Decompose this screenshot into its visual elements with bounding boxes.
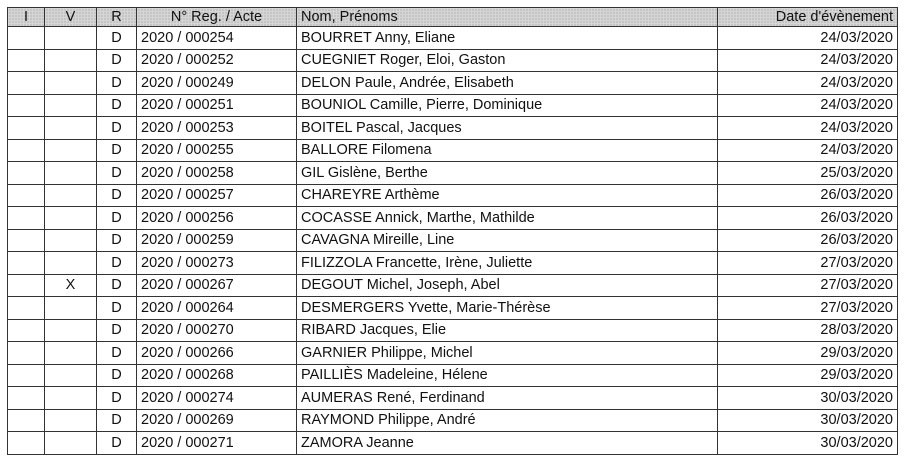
cell-nom-prenoms: BOURRET Anny, Eliane (297, 27, 718, 50)
cell-registre-acte: 2020 / 000266 (137, 342, 297, 365)
register-table (7, 7, 898, 455)
cell-nom-prenoms: GARNIER Philippe, Michel (297, 342, 718, 365)
cell-date-evenement: 30/03/2020 (718, 387, 898, 410)
cell-date-evenement: 26/03/2020 (718, 184, 898, 207)
cell-v (45, 319, 97, 342)
cell-i (8, 229, 45, 252)
cell-i (8, 207, 45, 230)
cell-date-evenement: 24/03/2020 (718, 117, 898, 140)
cell-nom-prenoms: BALLORE Filomena (297, 139, 718, 162)
cell-registre-acte: 2020 / 000271 (137, 432, 297, 455)
cell-i (8, 72, 45, 95)
cell-i (8, 297, 45, 320)
cell-date-evenement: 26/03/2020 (718, 229, 898, 252)
cell-i (8, 27, 45, 50)
cell-r: D (97, 409, 137, 432)
cell-date-evenement: 29/03/2020 (718, 364, 898, 387)
cell-r: D (97, 49, 137, 72)
cell-i (8, 49, 45, 72)
table-row (8, 387, 898, 410)
cell-registre-acte: 2020 / 000274 (137, 387, 297, 410)
cell-registre-acte: 2020 / 000251 (137, 94, 297, 117)
cell-nom-prenoms: CHAREYRE Arthème (297, 184, 718, 207)
table-row (8, 252, 898, 275)
cell-registre-acte: 2020 / 000268 (137, 364, 297, 387)
cell-r: D (97, 252, 137, 275)
cell-r: D (97, 184, 137, 207)
cell-i (8, 364, 45, 387)
cell-date-evenement: 30/03/2020 (718, 409, 898, 432)
table-row (8, 72, 898, 95)
table-row (8, 139, 898, 162)
cell-registre-acte: 2020 / 000249 (137, 72, 297, 95)
table-row (8, 409, 898, 432)
col-header-v: V (45, 8, 97, 27)
cell-date-evenement: 27/03/2020 (718, 297, 898, 320)
table-row (8, 342, 898, 365)
col-header-nom-prenoms: Nom, Prénoms (297, 8, 718, 27)
cell-r: D (97, 387, 137, 410)
table-row (8, 207, 898, 230)
cell-v (45, 364, 97, 387)
cell-nom-prenoms: PAILLIÈS Madeleine, Hélene (297, 364, 718, 387)
cell-v (45, 139, 97, 162)
cell-nom-prenoms: DELON Paule, Andrée, Elisabeth (297, 72, 718, 95)
cell-registre-acte: 2020 / 000254 (137, 27, 297, 50)
cell-v (45, 49, 97, 72)
cell-registre-acte: 2020 / 000253 (137, 117, 297, 140)
cell-registre-acte: 2020 / 000264 (137, 297, 297, 320)
cell-registre-acte: 2020 / 000256 (137, 207, 297, 230)
cell-v (45, 252, 97, 275)
table-row (8, 297, 898, 320)
cell-v: X (45, 274, 97, 297)
cell-v (45, 72, 97, 95)
cell-date-evenement: 26/03/2020 (718, 207, 898, 230)
cell-nom-prenoms: ZAMORA Jeanne (297, 432, 718, 455)
cell-nom-prenoms: COCASSE Annick, Marthe, Mathilde (297, 207, 718, 230)
header-row (8, 8, 898, 27)
cell-registre-acte: 2020 / 000252 (137, 49, 297, 72)
cell-nom-prenoms: FILIZZOLA Francette, Irène, Juliette (297, 252, 718, 275)
cell-date-evenement: 24/03/2020 (718, 27, 898, 50)
cell-v (45, 432, 97, 455)
cell-r: D (97, 27, 137, 50)
cell-v (45, 27, 97, 50)
cell-r: D (97, 297, 137, 320)
cell-r: D (97, 117, 137, 140)
cell-date-evenement: 24/03/2020 (718, 49, 898, 72)
cell-registre-acte: 2020 / 000273 (137, 252, 297, 275)
cell-v (45, 409, 97, 432)
cell-r: D (97, 207, 137, 230)
cell-date-evenement: 27/03/2020 (718, 252, 898, 275)
cell-r: D (97, 229, 137, 252)
cell-date-evenement: 27/03/2020 (718, 274, 898, 297)
cell-r: D (97, 162, 137, 185)
cell-registre-acte: 2020 / 000255 (137, 139, 297, 162)
cell-v (45, 297, 97, 320)
cell-nom-prenoms: CUEGNIET Roger, Eloi, Gaston (297, 49, 718, 72)
cell-r: D (97, 342, 137, 365)
cell-i (8, 432, 45, 455)
table-row (8, 184, 898, 207)
col-header-date-evenement: Date d'évènement (718, 8, 898, 27)
register-body (8, 27, 898, 455)
cell-v (45, 229, 97, 252)
cell-date-evenement: 29/03/2020 (718, 342, 898, 365)
cell-v (45, 387, 97, 410)
cell-i (8, 319, 45, 342)
cell-i (8, 274, 45, 297)
cell-date-evenement: 24/03/2020 (718, 139, 898, 162)
cell-r: D (97, 72, 137, 95)
cell-nom-prenoms: CAVAGNA Mireille, Line (297, 229, 718, 252)
table-row (8, 274, 898, 297)
col-header-registre-acte: N° Reg. / Acte (137, 8, 297, 27)
cell-registre-acte: 2020 / 000258 (137, 162, 297, 185)
cell-date-evenement: 25/03/2020 (718, 162, 898, 185)
cell-registre-acte: 2020 / 000257 (137, 184, 297, 207)
cell-i (8, 94, 45, 117)
cell-nom-prenoms: RIBARD Jacques, Elie (297, 319, 718, 342)
cell-i (8, 409, 45, 432)
table-row (8, 27, 898, 50)
cell-date-evenement: 28/03/2020 (718, 319, 898, 342)
cell-registre-acte: 2020 / 000259 (137, 229, 297, 252)
cell-nom-prenoms: RAYMOND Philippe, André (297, 409, 718, 432)
table-row (8, 94, 898, 117)
cell-nom-prenoms: GIL Gislène, Berthe (297, 162, 718, 185)
cell-v (45, 342, 97, 365)
cell-nom-prenoms: BOUNIOL Camille, Pierre, Dominique (297, 94, 718, 117)
cell-i (8, 387, 45, 410)
cell-i (8, 162, 45, 185)
cell-nom-prenoms: BOITEL Pascal, Jacques (297, 117, 718, 140)
cell-r: D (97, 319, 137, 342)
cell-i (8, 252, 45, 275)
cell-registre-acte: 2020 / 000269 (137, 409, 297, 432)
cell-registre-acte: 2020 / 000270 (137, 319, 297, 342)
cell-nom-prenoms: AUMERAS René, Ferdinand (297, 387, 718, 410)
cell-r: D (97, 94, 137, 117)
cell-v (45, 207, 97, 230)
table-row (8, 364, 898, 387)
cell-i (8, 184, 45, 207)
cell-date-evenement: 24/03/2020 (718, 72, 898, 95)
table-row (8, 117, 898, 140)
cell-date-evenement: 30/03/2020 (718, 432, 898, 455)
cell-v (45, 162, 97, 185)
table-row (8, 319, 898, 342)
cell-r: D (97, 274, 137, 297)
cell-v (45, 184, 97, 207)
cell-v (45, 94, 97, 117)
cell-i (8, 342, 45, 365)
cell-r: D (97, 364, 137, 387)
cell-i (8, 139, 45, 162)
cell-nom-prenoms: DESMERGERS Yvette, Marie-Thérèse (297, 297, 718, 320)
cell-registre-acte: 2020 / 000267 (137, 274, 297, 297)
col-header-r: R (97, 8, 137, 27)
table-row (8, 162, 898, 185)
cell-v (45, 117, 97, 140)
cell-r: D (97, 139, 137, 162)
col-header-i: I (8, 8, 45, 27)
cell-r: D (97, 432, 137, 455)
table-row (8, 49, 898, 72)
table-row (8, 229, 898, 252)
cell-nom-prenoms: DEGOUT Michel, Joseph, Abel (297, 274, 718, 297)
cell-i (8, 117, 45, 140)
table-row (8, 432, 898, 455)
cell-date-evenement: 24/03/2020 (718, 94, 898, 117)
